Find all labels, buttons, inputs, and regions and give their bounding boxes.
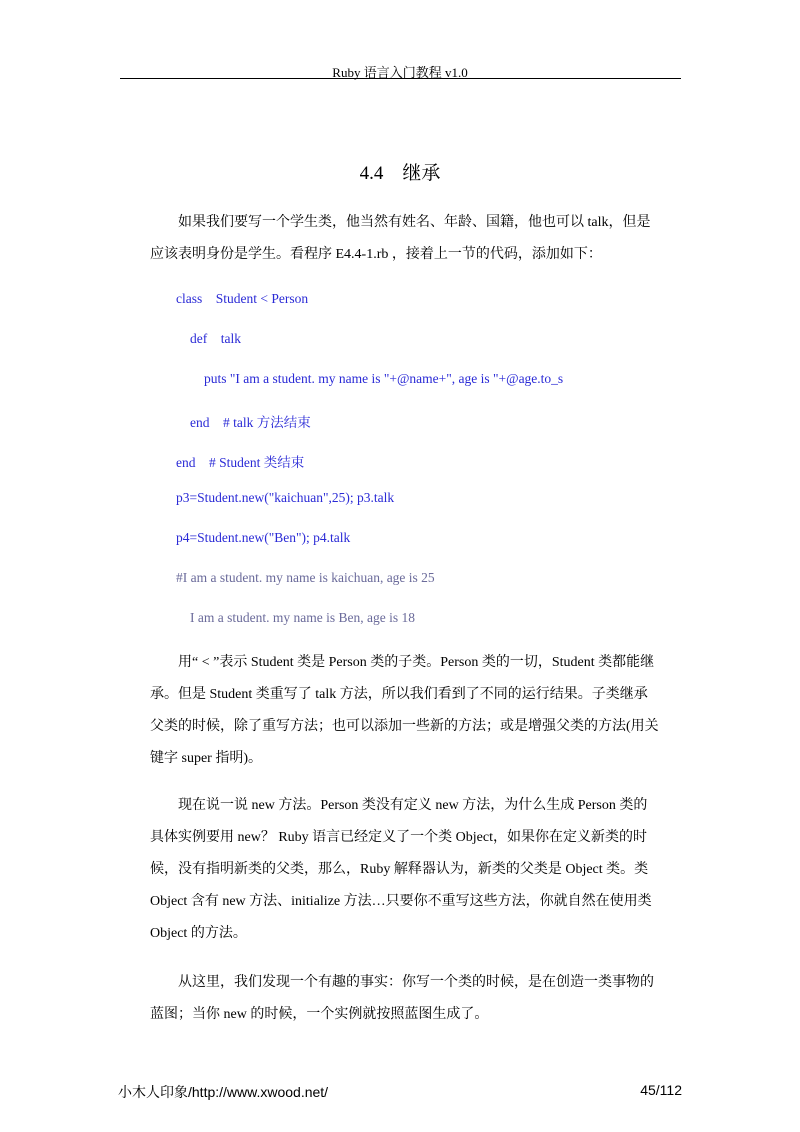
- footer-site-link[interactable]: 小木人印象/http://www.xwood.net/: [118, 1084, 329, 1100]
- footer-page-number: 45/112: [640, 1082, 682, 1098]
- code-line-3: puts "I am a student. my name is "+@name+", age is "+@age.to_s: [204, 371, 564, 386]
- code-line-1: class Student < Person: [176, 291, 309, 306]
- page-header-rule: [120, 78, 681, 79]
- code-line-5: end # Student 类结束: [176, 455, 305, 470]
- code-output-1: #I am a student. my name is kaichuan, age is 25: [176, 570, 435, 585]
- page-header-title: Ruby 语言入门教程 v1.0: [332, 65, 468, 80]
- intro-paragraph: 如果我们要写一个学生类，他当然有姓名、年龄、国籍，他也可以 talk，但是应该表明身份是学生。看程序 E4.4-1.rb ，接着上一节的代码，添加如下：: [150, 215, 651, 262]
- body-paragraph-1: 用“ < ”表示 Student 类是 Person 类的子类。Person 类的一切，Student 类都能继承。但是 Student 类重写了 talk 方法，所以我们看到了不同的运行结果。子类继承父类的时候，除了重写方法；也可以添加一些新的方法；或是增强父类的方法(用关键字 super 指明)。: [150, 655, 659, 766]
- body-paragraph-3: 从这里，我们发现一个有趣的事实：你写一个类的时候，是在创造一类事物的蓝图；当你 new 的时候，一个实例就按照蓝图生成了。: [150, 975, 654, 1022]
- code-line-7: p4=Student.new("Ben"); p4.talk: [176, 530, 351, 545]
- section-title: 4.4 继承: [359, 163, 441, 184]
- code-output-2: I am a student. my name is Ben, age is 18: [190, 610, 415, 625]
- code-line-4: end # talk 方法结束: [190, 415, 311, 430]
- body-paragraph-2: 现在说一说 new 方法。Person 类没有定义 new 方法，为什么生成 Person 类的具体实例要用 new？ Ruby 语言已经定义了一个类 Object，如果你在定义新类的时候，没有指明新类的父类，那么，Ruby 解释器认为，新类的父类是 Object 类。类 Object 含有 new 方法、initialize 方法…只要你不重写这些方法，你就自然在使用类 Object 的方法。: [150, 798, 652, 941]
- code-line-2: def talk: [190, 331, 241, 346]
- code-line-6: p3=Student.new("kaichuan",25); p3.talk: [176, 490, 395, 505]
